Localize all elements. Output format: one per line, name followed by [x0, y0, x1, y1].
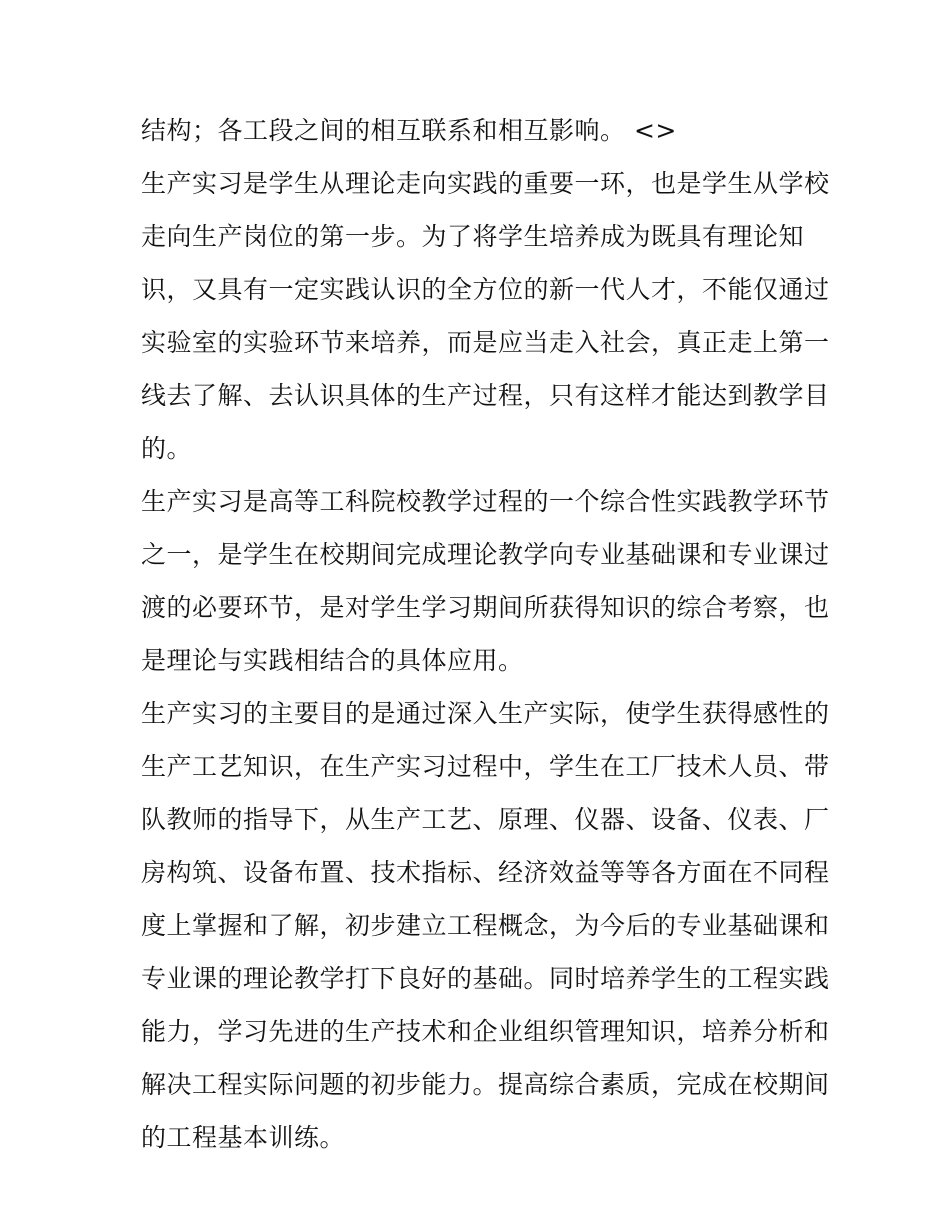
text-line: 专业课的理论教学打下良好的基础。同时培养学生的工程实践 [141, 964, 830, 993]
text-line: 之一，是学生在校期间完成理论教学向专业基础课和专业课过 [141, 540, 830, 569]
document-body [141, 104, 830, 1164]
text-line: 生产实习是学生从理论走向实践的重要一环，也是学生从学校 [141, 169, 830, 198]
text-line: 生产工艺知识，在生产实习过程中，学生在工厂技术人员、带 [141, 752, 830, 781]
text-line: 走向生产岗位的第一步。为了将学生培养成为既具有理论知 [141, 222, 805, 251]
text-line: 队教师的指导下，从生产工艺、原理、仪器、设备、仪表、厂 [141, 805, 830, 834]
text-line: 线去了解、去认识具体的生产过程，只有这样才能达到教学目 [141, 381, 830, 410]
text-line: 是理论与实践相结合的具体应用。 [141, 646, 524, 675]
text-line: 生产实习是高等工科院校教学过程的一个综合性实践教学环节 [141, 487, 830, 516]
text-line: 生产实习的主要目的是通过深入生产实际，使学生获得感性的 [141, 699, 830, 728]
paragraph-4 [141, 687, 830, 1164]
text-line: 渡的必要环节，是对学生学习期间所获得知识的综合考察，也 [141, 593, 830, 622]
text-line: 房构筑、设备布置、技术指标、经济效益等等各方面在不同程 [141, 858, 830, 887]
text-line: 的。 [141, 434, 193, 463]
paragraph-3 [141, 475, 830, 687]
paragraph-1 [141, 104, 813, 157]
text-line: 识，又具有一定实践认识的全方位的新一代人才，不能仅通过 [141, 275, 830, 304]
text-line: 实验室的实验环节来培养，而是应当走入社会，真正走上第一 [141, 328, 830, 357]
paragraph-2 [141, 157, 830, 475]
text-line: 度上掌握和了解，初步建立工程概念，为今后的专业基础课和 [141, 911, 830, 940]
text-line: 解决工程实际问题的初步能力。提高综合素质，完成在校期间 [141, 1070, 830, 1099]
text-line: 结构；各工段之间的相互联系和相互影响。 <> [141, 116, 677, 145]
text-line: 的工程基本训练。 [141, 1123, 346, 1152]
text-line: 能力，学习先进的生产技术和企业组织管理知识，培养分析和 [141, 1017, 830, 1046]
